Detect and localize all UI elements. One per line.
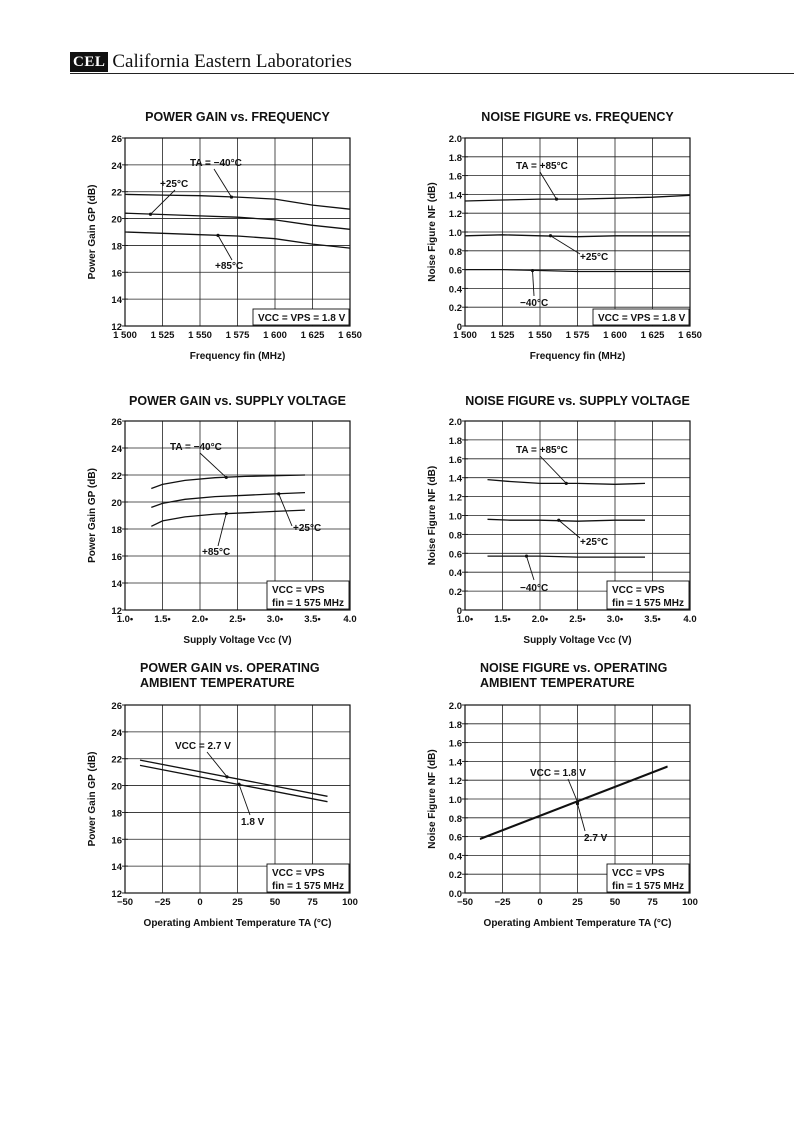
curve-annotation: +85°C: [202, 547, 231, 558]
leader-arrow-tip: [525, 555, 528, 558]
x-tick-label: 1 575: [565, 330, 590, 341]
chart-nf-vcc: [427, 394, 697, 646]
annotation-leader: [540, 456, 566, 483]
annotation-leader: [214, 169, 232, 197]
curve-annotation: TA = +85°C: [516, 161, 568, 172]
x-tick-label: 25: [232, 897, 243, 908]
y-tick-label: 0.8: [448, 813, 462, 825]
leader-arrow-tip: [565, 482, 568, 485]
y-tick-label: 0: [456, 322, 462, 333]
x-tick-label: 50: [609, 897, 621, 908]
conditions-text: fin = 1 575 MHz: [612, 598, 684, 609]
y-tick-label: 24: [111, 160, 122, 172]
x-tick-label: 2.0•: [531, 614, 549, 625]
company-name: California Eastern Laboratories: [112, 51, 352, 72]
x-tick-label: 1 625: [640, 330, 665, 341]
y-tick-label: 0.0: [448, 889, 462, 900]
y-tick-label: 24: [111, 727, 122, 739]
curve-annotation: +85°C: [215, 261, 244, 272]
y-tick-label: 0.6: [448, 832, 462, 844]
y-axis-label: Noise Figure NF (dB): [427, 465, 438, 566]
x-tick-label: 100: [342, 897, 358, 908]
y-tick-label: 1.0: [448, 228, 462, 239]
y-tick-label: 1.2: [448, 776, 462, 788]
x-tick-label: 75: [647, 897, 658, 908]
x-tick-label: 0: [197, 897, 203, 908]
conditions-text: VCC = VPS: [612, 585, 665, 596]
series-line-1: [151, 475, 305, 489]
leader-arrow-tip: [531, 269, 534, 272]
y-tick-label: 1.6: [448, 454, 462, 466]
annotation-leader: [239, 784, 250, 815]
chart-title: AMBIENT TEMPERATURE: [140, 676, 295, 690]
x-tick-label: 1 575: [225, 330, 250, 341]
y-tick-label: 1.4: [448, 190, 462, 202]
leader-arrow-tip: [576, 802, 579, 805]
annotation-leader: [533, 271, 535, 296]
annotation-leader: [218, 513, 226, 546]
y-tick-label: 0: [456, 606, 462, 617]
x-tick-label: −25: [494, 897, 511, 908]
y-tick-label: 1.2: [448, 492, 462, 504]
y-tick-label: 1.4: [448, 757, 462, 769]
y-tick-label: 0.2: [448, 870, 462, 882]
leader-arrow-tip: [237, 783, 240, 786]
y-tick-label: 1.4: [448, 473, 462, 485]
leader-arrow-tip: [216, 234, 219, 237]
x-tick-label: 1.5•: [154, 614, 171, 625]
chart-title: NOISE FIGURE vs. SUPPLY VOLTAGE: [465, 394, 690, 408]
y-axis-label: Noise Figure NF (dB): [427, 749, 438, 849]
x-tick-label: 2.5•: [229, 614, 246, 625]
x-tick-label: 1 525: [150, 330, 175, 341]
y-tick-label: 18: [111, 808, 122, 820]
y-tick-label: 2.0: [448, 134, 462, 145]
y-tick-label: 26: [111, 417, 122, 428]
curve-annotation: −40°C: [520, 298, 549, 309]
y-tick-label: 1.6: [448, 171, 462, 183]
company-logo: CEL: [70, 52, 108, 72]
y-tick-label: 1.8: [448, 719, 462, 731]
x-tick-label: 1 550: [528, 330, 552, 341]
curve-annotation: TA = −40°C: [170, 442, 222, 453]
x-tick-label: 1 650: [678, 330, 702, 341]
conditions-text: fin = 1 575 MHz: [612, 881, 684, 892]
conditions-text: fin = 1 575 MHz: [272, 598, 344, 609]
y-tick-label: 1.6: [448, 738, 462, 750]
y-tick-label: 18: [111, 241, 122, 253]
conditions-text: VCC = VPS: [612, 868, 665, 879]
x-tick-label: 1 600: [263, 330, 287, 341]
conditions-text: VCC = VPS: [272, 868, 325, 879]
y-tick-label: 26: [111, 701, 122, 712]
curve-annotation: +25°C: [580, 537, 609, 548]
annotation-leader: [218, 235, 232, 260]
conditions-text: VCC = VPS = 1.8 V: [258, 313, 346, 324]
chart-title: POWER GAIN vs. SUPPLY VOLTAGE: [129, 394, 346, 408]
y-tick-label: 0.4: [448, 851, 462, 863]
annotation-leader: [578, 804, 586, 831]
annotation-leader: [279, 494, 292, 526]
y-tick-label: 0.4: [448, 568, 462, 580]
y-tick-label: 1.8: [448, 435, 462, 447]
curve-annotation: 1.8 V: [241, 817, 265, 828]
y-tick-label: 14: [111, 295, 122, 307]
x-tick-label: −50: [456, 897, 474, 908]
x-tick-label: 0: [537, 897, 543, 908]
y-tick-label: 12: [111, 889, 122, 900]
y-tick-label: 22: [111, 471, 122, 482]
leader-arrow-tip: [149, 213, 152, 216]
chart-title: POWER GAIN vs. OPERATING: [140, 661, 320, 675]
curve-annotation: VCC = 1.8 V: [530, 768, 586, 779]
leader-arrow-tip: [230, 195, 233, 198]
chart-title: NOISE FIGURE vs. OPERATING: [480, 661, 668, 675]
y-tick-label: 0.4: [448, 284, 462, 296]
leader-arrow-tip: [225, 476, 228, 479]
y-tick-label: 0.2: [448, 303, 462, 315]
x-tick-label: −50: [116, 897, 134, 908]
curve-annotation: +25°C: [160, 179, 189, 190]
chart-title: NOISE FIGURE vs. FREQUENCY: [481, 110, 674, 124]
annotation-leader: [559, 520, 580, 538]
chart-title: POWER GAIN vs. FREQUENCY: [145, 110, 330, 124]
x-axis-label: Supply Voltage Vcc (V): [523, 635, 632, 646]
series-line-3: [151, 510, 305, 526]
x-tick-label: 3.5•: [644, 614, 661, 625]
leader-arrow-tip: [549, 234, 552, 237]
x-tick-label: 2.0•: [191, 614, 209, 625]
y-tick-label: 1.0: [448, 511, 462, 523]
x-tick-label: 3.5•: [304, 614, 321, 625]
y-tick-label: 16: [111, 835, 122, 847]
x-tick-label: 1.0•: [456, 614, 474, 625]
chart-pg-freq: [87, 110, 362, 362]
leader-arrow-tip: [225, 775, 228, 778]
curve-annotation: VCC = 2.7 V: [175, 741, 231, 752]
y-axis-label: Noise Figure NF (dB): [427, 182, 438, 282]
x-tick-label: 4.0: [343, 614, 357, 625]
x-tick-label: 1 525: [490, 330, 515, 341]
chart-pg-vcc: [87, 394, 357, 646]
y-tick-label: 14: [111, 862, 122, 874]
x-tick-label: −25: [154, 897, 171, 908]
x-tick-label: 1 600: [603, 330, 627, 341]
chart-pg-temp: [87, 661, 358, 929]
curve-annotation: −40°C: [520, 583, 549, 594]
series-line-3: [488, 556, 646, 557]
series-line-1: [140, 760, 328, 796]
y-tick-label: 18: [111, 525, 122, 536]
chart-nf-freq: [427, 110, 702, 362]
x-tick-label: 75: [307, 897, 318, 908]
curve-annotation: TA = +85°C: [516, 445, 568, 456]
y-tick-label: 22: [111, 187, 122, 199]
annotation-leader: [568, 779, 578, 802]
series-line-2: [488, 519, 646, 521]
series-line-2: [140, 765, 328, 801]
y-tick-label: 0.2: [448, 587, 462, 599]
x-tick-label: 50: [269, 897, 281, 908]
x-axis-label: Frequency fin (MHz): [189, 351, 286, 362]
y-tick-label: 26: [111, 134, 122, 145]
leader-arrow-tip: [277, 492, 280, 495]
x-tick-label: 1 625: [300, 330, 325, 341]
y-tick-label: 12: [111, 322, 122, 333]
y-tick-label: 2.0: [448, 701, 462, 712]
y-tick-label: 16: [111, 552, 122, 563]
conditions-text: fin = 1 575 MHz: [272, 881, 344, 892]
x-tick-label: 1 650: [338, 330, 362, 341]
y-axis-label: Power Gain GP (dB): [87, 468, 98, 563]
x-axis-label: Frequency fin (MHz): [529, 351, 626, 362]
y-tick-label: 20: [111, 498, 122, 509]
x-tick-label: 1.5•: [494, 614, 511, 625]
annotation-leader: [540, 172, 557, 199]
y-tick-label: 12: [111, 606, 122, 617]
y-tick-label: 1.0: [448, 795, 462, 806]
x-tick-label: 25: [572, 897, 583, 908]
curve-annotation: +25°C: [580, 252, 609, 263]
y-tick-label: 20: [111, 214, 122, 226]
series-line-2: [151, 493, 305, 508]
annotation-leader: [527, 556, 535, 580]
y-tick-label: 0.6: [448, 549, 462, 561]
y-tick-label: 0.8: [448, 530, 462, 542]
y-tick-label: 22: [111, 754, 122, 766]
x-axis-label: Operating Ambient Temperature TA (°C): [143, 918, 332, 929]
curve-annotation: 2.7 V: [584, 833, 608, 844]
conditions-text: VCC = VPS: [272, 585, 325, 596]
y-tick-label: 1.8: [448, 152, 462, 164]
x-tick-label: 1 550: [188, 330, 212, 341]
x-axis-label: Operating Ambient Temperature TA (°C): [483, 918, 672, 929]
x-tick-label: 1.0•: [116, 614, 134, 625]
x-tick-label: 1 500: [453, 330, 477, 341]
chart-nf-temp: [427, 661, 698, 929]
x-tick-label: 3.0•: [266, 614, 284, 625]
curve-annotation: +25°C: [293, 523, 322, 534]
x-axis-label: Supply Voltage Vcc (V): [183, 635, 292, 646]
leader-arrow-tip: [555, 198, 558, 201]
annotation-leader: [551, 236, 581, 254]
x-tick-label: 1 500: [113, 330, 137, 341]
curve-annotation: TA = −40°C: [190, 158, 242, 169]
y-tick-label: 20: [111, 781, 122, 793]
conditions-text: VCC = VPS = 1.8 V: [598, 313, 686, 324]
annotation-leader: [200, 453, 226, 477]
y-tick-label: 0.8: [448, 246, 462, 258]
y-tick-label: 0.6: [448, 265, 462, 277]
y-tick-label: 14: [111, 579, 122, 590]
y-tick-label: 2.0: [448, 417, 462, 428]
x-tick-label: 3.0•: [606, 614, 624, 625]
x-tick-label: 100: [682, 897, 698, 908]
y-axis-label: Power Gain GP (dB): [87, 184, 98, 280]
x-tick-label: 2.5•: [569, 614, 586, 625]
y-tick-label: 16: [111, 268, 122, 280]
leader-arrow-tip: [225, 512, 228, 515]
y-axis-label: Power Gain GP (dB): [87, 751, 98, 847]
chart-title: AMBIENT TEMPERATURE: [480, 676, 635, 690]
y-tick-label: 24: [111, 444, 122, 455]
x-tick-label: 4.0: [683, 614, 697, 625]
y-tick-label: 1.2: [448, 209, 462, 221]
leader-arrow-tip: [557, 519, 560, 522]
